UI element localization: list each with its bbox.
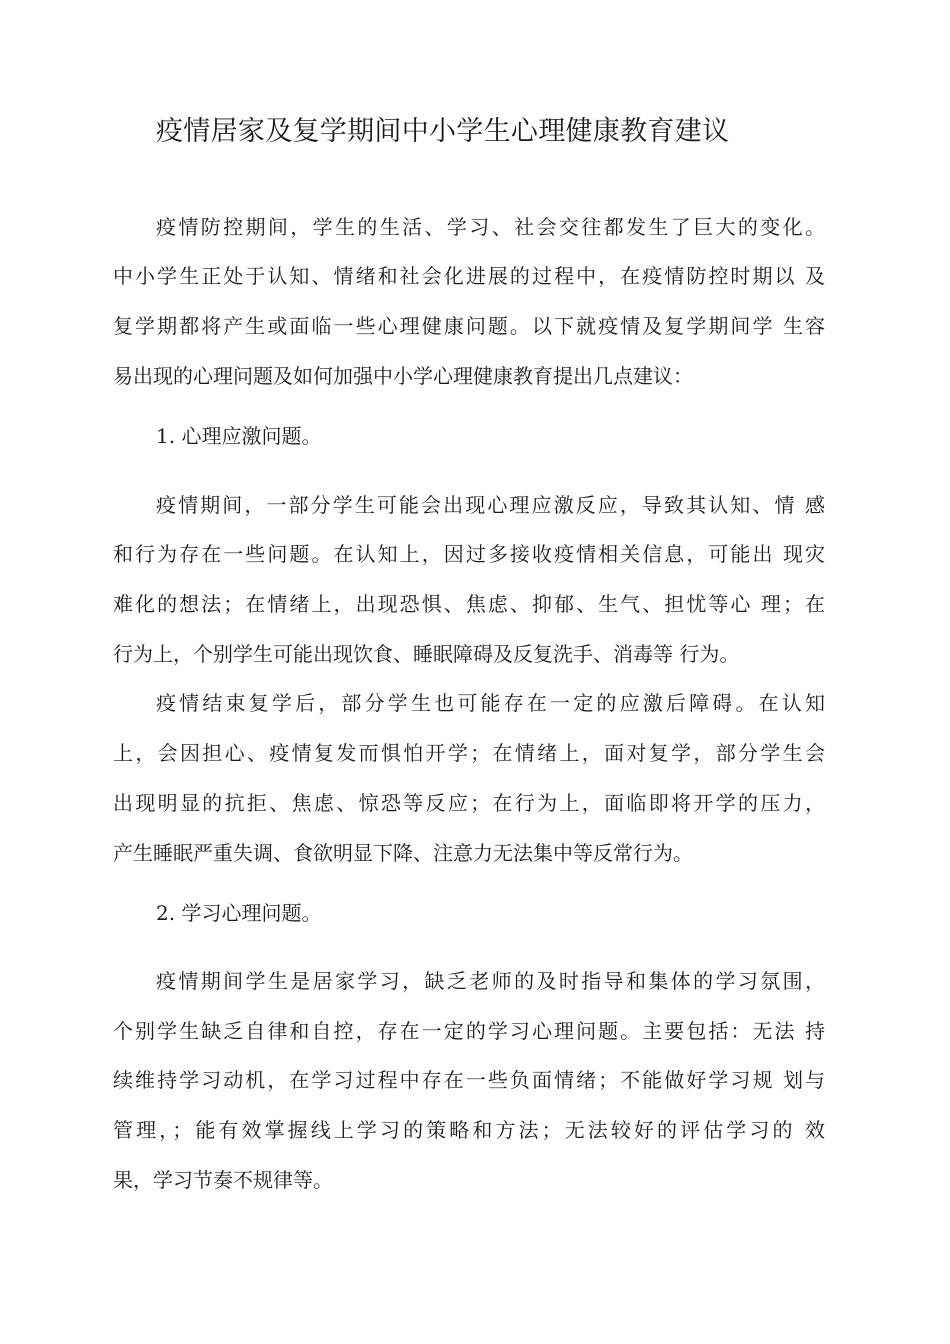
section-2-para-1-line-5: 果，学习节奏不规律等。 (113, 1168, 333, 1192)
intro-line-4: 易出现的心理问题及如何加强中小学心理健康教育提出几点建议： (113, 364, 693, 388)
section-1-para-1-line-4: 行为上，个别学生可能出现饮食、睡眠障碍及反复洗手、消毒等 行为。 (113, 642, 740, 666)
section-2-para-1-line-1: 疫情期间学生是居家学习，缺乏老师的及时指导和集体的学习氛围， (156, 969, 825, 993)
section-1-para-2-line-2: 上，会因担心、疫情复发而惧怕开学；在情绪上，面对复学，部分学生会 (113, 741, 825, 765)
section-1-para-1-line-2: 和行为存在一些问题。在认知上，因过多接收疫情相关信息，可能出 现灾 (113, 542, 825, 566)
document-title: 疫情居家及复学期间中小学生心理健康教育建议 (156, 116, 730, 147)
section-1-para-1-line-3: 难化的想法；在情绪上，出现恐惧、焦虑、抑郁、生气、担忧等心 理；在 (113, 592, 825, 616)
section-2-para-1-line-2: 个别学生缺乏自律和自控，存在一定的学习心理问题。主要包括：无法 持 (113, 1019, 825, 1043)
section-1-para-1-line-1: 疫情期间，一部分学生可能会出现心理应激反应，导致其认知、情 感 (156, 493, 825, 517)
intro-line-2: 中小学生正处于认知、情绪和社会化进展的过程中，在疫情防控时期以 及 (113, 264, 825, 288)
section-1-para-2-line-4: 产生睡眠严重失调、食欲明显下降、注意力无法集中等反常行为。 (113, 841, 693, 865)
section-2-heading: 2. 学习心理问题。 (156, 901, 322, 925)
section-1-heading: 1. 心理应激问题。 (156, 424, 322, 448)
section-2-para-1-line-3: 续维持学习动机，在学习过程中存在一些负面情绪；不能做好学习规 划与 (113, 1068, 825, 1092)
section-1-para-2-line-3: 出现明显的抗拒、焦虑、惊恐等反应；在行为上，面临即将开学的压力， (113, 791, 825, 815)
intro-line-1: 疫情防控期间，学生的生活、学习、社会交往都发生了巨大的变化。 (156, 215, 825, 239)
section-1-para-2-line-1: 疫情结束复学后，部分学生也可能存在一定的应激后障碍。在认知 (156, 691, 825, 715)
intro-line-3: 复学期都将产生或面临一些心理健康问题。以下就疫情及复学期间学 生容 (113, 314, 825, 338)
section-2-para-1-line-4: 管理，；能有效掌握线上学习的策略和方法；无法较好的评估学习的 效 (113, 1118, 825, 1142)
